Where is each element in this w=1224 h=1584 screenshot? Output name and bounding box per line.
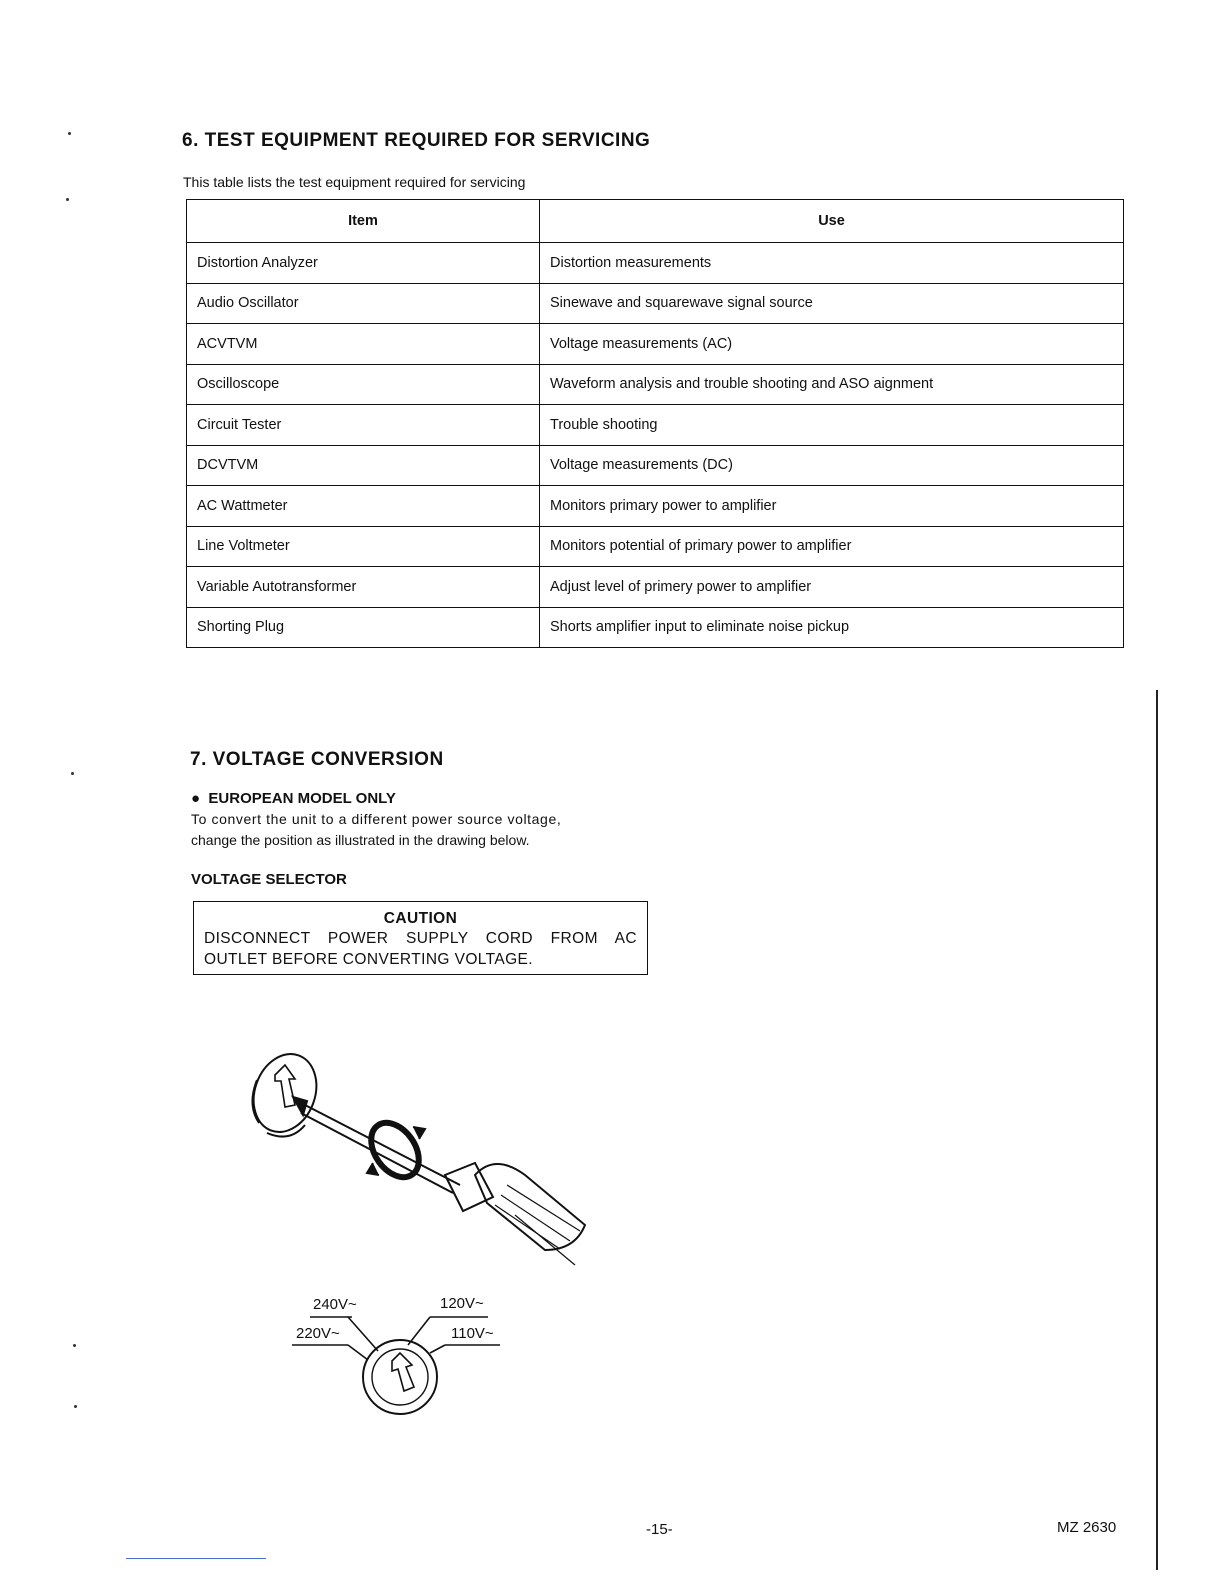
cell-use: Sinewave and squarewave signal source <box>540 283 1124 324</box>
margin-dot <box>73 1344 76 1347</box>
voltage-label-110: 110V~ <box>451 1325 494 1342</box>
voltage-label-220: 220V~ <box>296 1325 340 1342</box>
instruction-line-2: change the position as illustrated in the drawing below. <box>191 832 530 848</box>
table-row <box>187 283 1124 324</box>
conversion-instructions <box>191 809 561 851</box>
cell-item: Oscilloscope <box>187 364 540 405</box>
table-row <box>187 324 1124 365</box>
table-row <box>187 526 1124 567</box>
screwdriver-illustration <box>245 1035 595 1270</box>
table-row <box>187 486 1124 527</box>
table-row <box>187 445 1124 486</box>
table-row <box>187 243 1124 284</box>
margin-dot <box>68 132 71 135</box>
page-number: -15- <box>646 1521 673 1538</box>
link-underline <box>126 1558 266 1559</box>
caution-title: CAUTION <box>383 910 458 927</box>
cell-item: ACVTVM <box>187 324 540 365</box>
bullet-text: EUROPEAN MODEL ONLY <box>208 790 396 807</box>
cell-item: DCVTVM <box>187 445 540 486</box>
margin-dot <box>71 772 74 775</box>
voltage-label-120: 120V~ <box>440 1295 484 1312</box>
cell-use: Monitors primary power to amplifier <box>540 486 1124 527</box>
model-number: MZ 2630 <box>1057 1519 1117 1536</box>
table-body <box>187 243 1124 648</box>
cell-use: Trouble shooting <box>540 405 1124 446</box>
table-row <box>187 364 1124 405</box>
cell-item: AC Wattmeter <box>187 486 540 527</box>
table-header-row <box>187 200 1124 243</box>
cell-item: Circuit Tester <box>187 405 540 446</box>
cell-use: Voltage measurements (DC) <box>540 445 1124 486</box>
caution-text: DISCONNECT POWER SUPPLY CORD FROM AC OUTLET BEFORE CONVERTING VOLTAGE. <box>204 930 637 968</box>
cell-use: Monitors potential of primary power to amplifier <box>540 526 1124 567</box>
table-row <box>187 607 1124 648</box>
cell-use: Voltage measurements (AC) <box>540 324 1124 365</box>
section7-title: 7. VOLTAGE CONVERSION <box>190 749 444 770</box>
voltage-selector-heading: VOLTAGE SELECTOR <box>191 871 347 888</box>
instruction-line-1: To convert the unit to a different power source voltage, <box>191 811 562 827</box>
cell-item: Variable Autotransformer <box>187 567 540 608</box>
section6-intro: This table lists the test equipment required for servicing <box>183 174 526 190</box>
cell-item: Distortion Analyzer <box>187 243 540 284</box>
cell-item: Shorting Plug <box>187 607 540 648</box>
margin-dot <box>74 1405 77 1408</box>
header-item: Item <box>187 200 540 243</box>
european-model-bullet <box>191 790 396 807</box>
cell-item: Line Voltmeter <box>187 526 540 567</box>
cell-use: Distortion measurements <box>540 243 1124 284</box>
cell-use: Waveform analysis and trouble shooting and ASO aignment <box>540 364 1124 405</box>
cell-use: Shorts amplifier input to eliminate noise pickup <box>540 607 1124 648</box>
equipment-table <box>186 199 1124 648</box>
page-edge-rule <box>1156 690 1158 1570</box>
table-row <box>187 405 1124 446</box>
margin-dot <box>66 198 69 201</box>
bullet-icon: ● <box>191 790 209 807</box>
cell-use: Adjust level of primery power to amplifier <box>540 567 1124 608</box>
cell-item: Audio Oscillator <box>187 283 540 324</box>
voltage-label-240: 240V~ <box>313 1296 357 1313</box>
table-row <box>187 567 1124 608</box>
section6-title: 6. TEST EQUIPMENT REQUIRED FOR SERVICING <box>182 130 651 151</box>
header-use: Use <box>540 200 1124 243</box>
caution-box <box>193 901 648 975</box>
